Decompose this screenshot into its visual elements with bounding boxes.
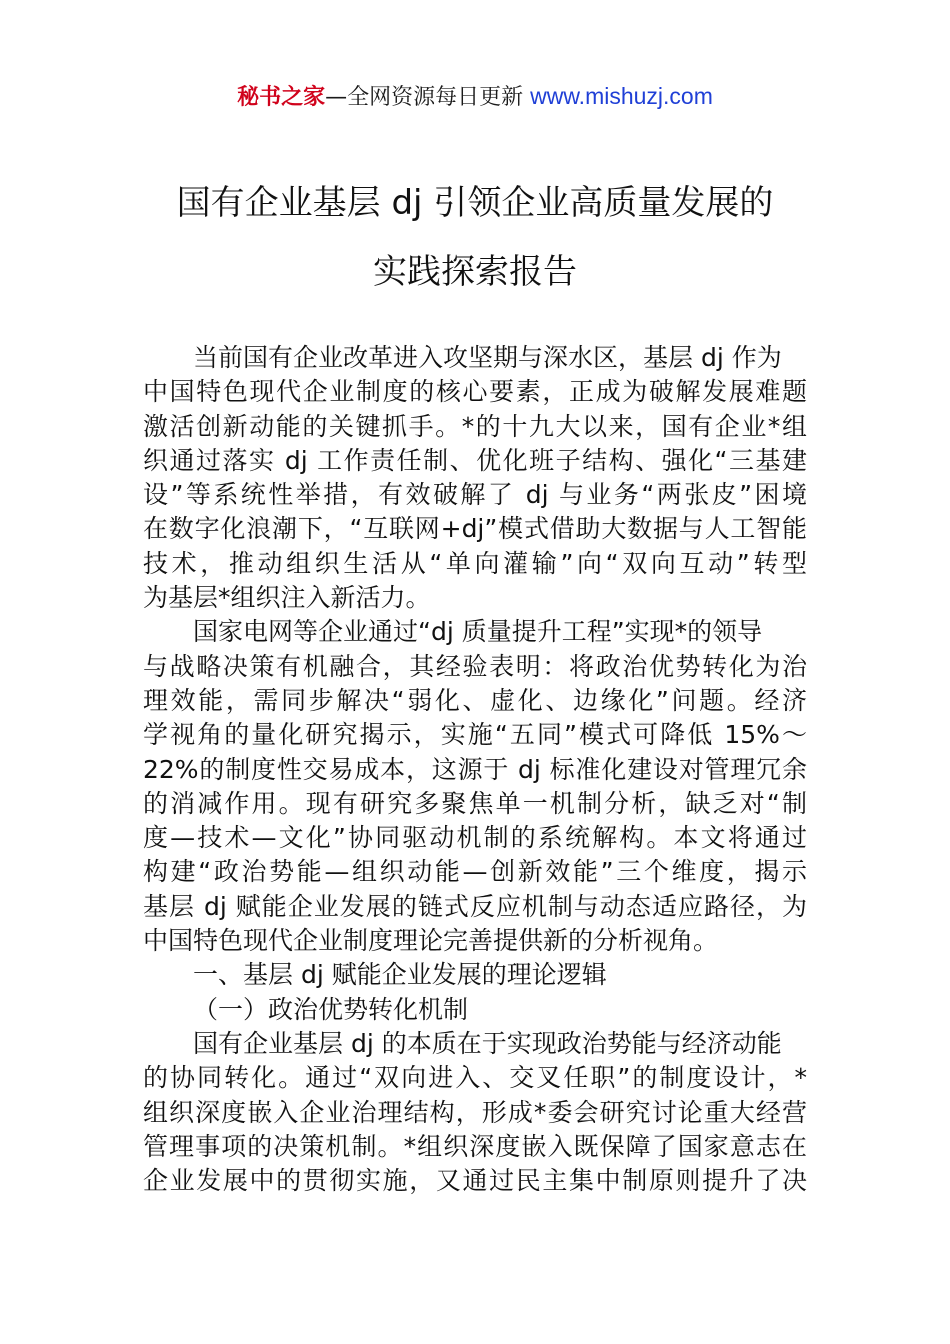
body-line: 度—技术—文化”协同驱动机制的系统解构。本文将通过: [143, 823, 807, 853]
document-title-line-1: 国有企业基层 dj 引领企业高质量发展的: [176, 183, 774, 223]
header-tagline: —全网资源每日更新: [325, 85, 524, 110]
body-line: 为基层*组织注入新活力。: [143, 583, 431, 613]
body-line: 组织深度嵌入企业治理结构，形成*委会研究讨论重大经营: [143, 1097, 807, 1127]
body-line: 的消减作用。现有研究多聚焦单一机制分析，缺乏对“制: [143, 788, 807, 818]
body-line: 管理事项的决策机制。*组织深度嵌入既保障了国家意志在: [143, 1131, 807, 1161]
document-body: [143, 341, 807, 1198]
body-line: 中国特色现代企业制度的核心要素，正成为破解发展难题: [143, 377, 807, 407]
body-line: 国家电网等企业通过“dj 质量提升工程”实现*的领导: [193, 617, 763, 647]
subsection-heading: （一）政治优势转化机制: [193, 994, 469, 1024]
body-line: 设”等系统性举措，有效破解了 dj 与业务“两张皮”困境: [143, 480, 807, 510]
document-title-line-2: 实践探索报告: [373, 252, 577, 292]
body-line: 22%的制度性交易成本，这源于 dj 标准化建设对管理冗余: [143, 754, 807, 784]
body-line: 基层 dj 赋能企业发展的链式反应机制与动态适应路径，为: [143, 891, 807, 921]
body-line: 当前国有企业改革进入攻坚期与深水区，基层 dj 作为: [193, 343, 782, 372]
body-line: 中国特色现代企业制度理论完善提供新的分析视角。: [143, 926, 719, 956]
body-line: 织通过落实 dj 工作责任制、优化班子结构、强化“三基建: [143, 445, 807, 475]
body-line: 在数字化浪潮下，“互联网+dj”模式借助大数据与人工智能: [143, 514, 807, 544]
body-line: 的协同转化。通过“双向进入、交叉任职”的制度设计，*: [143, 1063, 807, 1093]
body-line: 企业发展中的贯彻实施，又通过民主集中制原则提升了决: [143, 1166, 807, 1196]
body-line: 学视角的量化研究揭示，实施“五同”模式可降低 15%～: [143, 720, 807, 750]
site-header: [0, 80, 950, 114]
site-url[interactable]: www.mishuzj.com: [530, 83, 713, 109]
body-line: 技术，推动组织生活从“单向灌输”向“双向互动”转型: [143, 548, 807, 578]
body-line: 激活创新动能的关键抓手。*的十九大以来，国有企业*组: [143, 411, 807, 441]
body-line: 与战略决策有机融合，其经验表明：将政治优势转化为治: [143, 651, 807, 681]
section-heading: 一、基层 dj 赋能企业发展的理论逻辑: [193, 960, 607, 990]
brand-name: 秘书之家: [237, 85, 326, 110]
body-line: 构建“政治势能—组织动能—创新效能”三个维度，揭示: [143, 857, 807, 887]
body-line: 国有企业基层 dj 的本质在于实现政治势能与经济动能: [193, 1028, 782, 1058]
body-line: 理效能，需同步解决“弱化、虚化、边缘化”问题。经济: [143, 685, 807, 715]
